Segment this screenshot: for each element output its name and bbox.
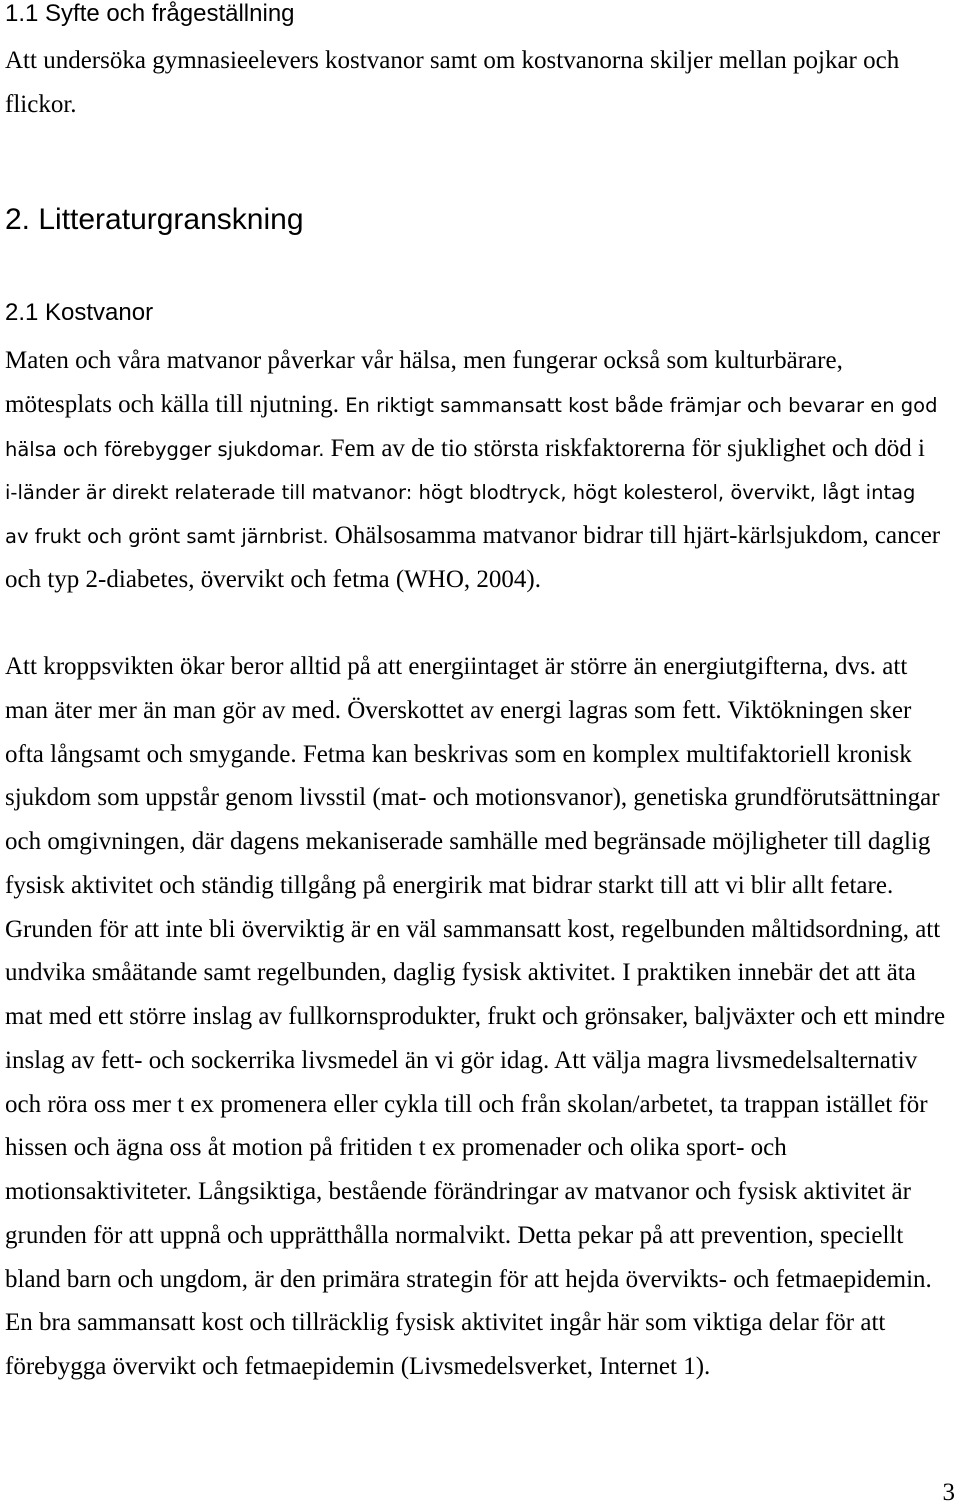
text-line: Att kroppsvikten ökar beror alltid på att energiintaget är större än energiutgifterna, dvs. att xyxy=(5,653,908,680)
text-line: Grunden för att inte bli överviktig är en väl sammansatt kost, regelbunden måltidsordning, att xyxy=(5,915,941,943)
text-line: undvika småätande samt regelbunden, daglig fysisk aktivitet. I praktiken innebär det att äta xyxy=(5,959,916,987)
text-segment: i-länder är direkt relaterade till matvanor: högt blodtryck, högt kolesterol, övervikt, lågt intag xyxy=(5,481,916,505)
text-line: man äter mer än man gör av med. Överskottet av energi lagras som fett. Viktökningen sker xyxy=(5,696,912,724)
text-segment: flickor. xyxy=(5,90,77,118)
text-line: mat med ett större inslag av fullkornsprodukter, frukt och grönsaker, baljväxter och ett mindre xyxy=(5,1003,946,1030)
text-segment: Att undersöka gymnasieelevers kostvanor samt om kostvanorna skiljer mellan pojkar och xyxy=(5,47,900,74)
section-heading-syfte: 1.1 Syfte och frågeställning xyxy=(5,0,295,27)
paragraph-syfte xyxy=(5,39,899,127)
text-segment: och typ 2-diabetes, övervikt och fetma (WHO, 2004). xyxy=(5,565,541,593)
text-line xyxy=(5,470,940,514)
page-number: 3 xyxy=(942,1479,955,1506)
text-line: En bra sammansatt kost och tillräcklig fysisk aktivitet ingår här som viktiga delar för att xyxy=(5,1309,886,1337)
text-segment: hälsa och förebygger sjukdomar. xyxy=(5,437,331,461)
text-line: och omgivningen, där dagens mekaniserade samhälle med begränsade möjligheter till daglig xyxy=(5,828,931,855)
text-line: och röra oss mer t ex promenera eller cykla till och från skolan/arbetet, ta trappan istället för xyxy=(5,1090,928,1118)
text-line: bland barn och ungdom, är den primära strategin för att hejda övervikts- och fetmaepidemin. xyxy=(5,1265,932,1293)
text-line xyxy=(5,427,940,471)
text-line: sjukdom som uppstår genom livsstil (mat- och motionsvanor), genetiska grundförutsättningar xyxy=(5,784,940,812)
paragraph-kostvanor-1 xyxy=(5,339,940,602)
text-segment: Ohälsosamma matvanor bidrar till hjärt-kärlsjukdom, cancer xyxy=(334,522,941,549)
text-line: motionsaktiviteter. Långsiktiga, bestående förändringar av matvanor och fysisk aktivitet är xyxy=(5,1178,911,1205)
text-line: hissen och ägna oss åt motion på fritiden t ex promenader och olika sport- och xyxy=(5,1134,787,1162)
text-segment: Fem av de tio största riskfaktorerna för sjuklighet och död i xyxy=(330,434,925,462)
text-line: grunden för att uppnå och upprätthålla normalvikt. Detta pekar på att prevention, speciellt xyxy=(5,1221,904,1249)
section-heading-kostvanor: 2.1 Kostvanor xyxy=(5,299,154,326)
text-line xyxy=(5,514,940,558)
text-line xyxy=(5,558,940,602)
text-line: förebygga övervikt och fetmaepidemin (Livsmedelsverket, Internet 1). xyxy=(5,1353,711,1380)
text-segment: mötesplats och källa till njutning. xyxy=(5,390,346,418)
text-line: ofta långsamt och smygande. Fetma kan beskrivas som en komplex multifaktoriell kronisk xyxy=(5,740,912,768)
paragraph-kostvanor-2 xyxy=(5,645,945,1389)
text-line: inslag av fett- och sockerrika livsmedel än vi gör idag. Att välja magra livsmedelsalternativ xyxy=(5,1046,918,1074)
text-line xyxy=(5,39,899,83)
text-segment: Maten och våra matvanor påverkar vår hälsa, men fungerar också som kulturbärare, xyxy=(5,347,843,374)
text-segment: av frukt och grönt samt järnbrist. xyxy=(5,525,335,548)
text-line xyxy=(5,383,940,427)
text-segment: En riktigt sammansatt kost både främjar och bevarar en god xyxy=(345,393,938,417)
text-line: fysisk aktivitet och ständig tillgång på energirik mat bidrar starkt till att vi blir allt fetare. xyxy=(5,871,894,899)
text-line xyxy=(5,83,899,127)
chapter-heading-litteraturgranskning: 2. Litteraturgranskning xyxy=(5,203,304,236)
text-line xyxy=(5,339,940,383)
